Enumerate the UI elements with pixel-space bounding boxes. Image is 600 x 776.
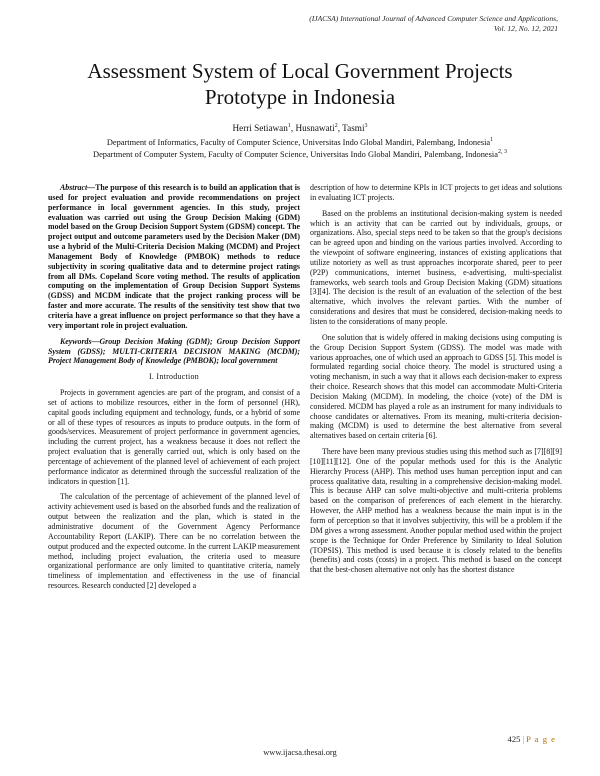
section-heading: I. Introduction [148, 372, 200, 382]
author-name: Tasmi [342, 123, 365, 133]
author-sup: 2 [334, 122, 338, 129]
body-paragraph: The calculation of the percentage of achievement of the planned level of activity achievement used is based on the absorbed funds and the realization of output between the realization and the plan, which is stated in the administrative document of the Government Agency Performance Accountability Report (LAKIP). There can be no correlation between the output produced and the expected outcome. In the current LAKIP measurement method, including project evaluation, the criteria used to measure organizational performance are only limited to quantitative criteria, namely timeliness of implementation and effectiveness in the use of financial resources. Research conducted [2] developed a [48, 492, 300, 591]
affiliation-text: Department of Computer System, Faculty of Computer Science, Universitas Indo Global Mandiri, Palembang, Indonesia [93, 149, 498, 159]
paper-title [40, 58, 560, 110]
body-paragraph: Based on the problems an institutional decision-making system is needed which is an activity that can be carried out by individuals, groups, or organizations. Also, special steps need to be taken so that the group's decisions can be agreed upon and binding on the various parties involved. According to the viewpoint of software engineering, instances of existing applications that utilize notoriety as well as trust approaches incorporate shared, peer to peer (P2P) communications, internet business, e-advertising, multi-specialist frameworks, web search tools and Group Decision Making (GDM) situations [3][4]. The decision is the result of an evaluation of the selection of the best alternative, which involves the relevant parties. With the number of considerations and desires that must be considered, decision-making needs to listen to the considerations of many people. [310, 208, 562, 326]
affiliation [14, 149, 586, 161]
journal-url[interactable]: www.ijacsa.thesai.org [263, 748, 337, 757]
keywords: Keywords—Group Decision Making (GDM); Group Decision Support System (GDSS); MULTI-CRITERIA DECISION MAKING (MCDM); Project Management Body of Knowledge (PMBOK); local government [48, 336, 300, 366]
abstract [48, 183, 300, 331]
author-name: Herri Setiawan [232, 123, 288, 133]
page-label: P a g e [526, 734, 556, 744]
author-sup: 3 [364, 122, 368, 129]
page-divider: | [522, 734, 525, 744]
left-column [48, 183, 300, 597]
right-column [310, 183, 562, 581]
title-line-1: Assessment System of Local Government Projects [87, 59, 513, 83]
journal-name: (IJACSA) International Journal of Advanced Computer Science and Applications, [309, 14, 558, 23]
abstract-text: The purpose of this research is to build an application that is used for project evaluation and provide recommendations on project performance in local government agencies. In this study, project evaluation was carried out using the Group Decision Making (GDM) model based on the Group Decision Support System (GDSM) concept. The project output and outcome parameters used by the Decision Maker (DM) use a hybrid of the Multi-Criteria Decision Making (MCDM) and Project Management Body of Knowledge (PMBOK) methods to reduce subjectivity in scoring qualitative data and to determine project ratings from all DMs. Copeland Score voting method. The results of application computing on the implementation of Group Decision Support Systems (GDSS) and MCDM indicate that the project ranking process will be faster and more accurate. The results of the sensitivity test show that two criteria have a great influence on project performance so that they have a very important role in project evaluation. [48, 183, 300, 330]
affiliations [14, 137, 586, 160]
title-line-2: Prototype in Indonesia [204, 85, 396, 109]
journal-volume: Vol. 12, No. 12, 2021 [493, 24, 558, 33]
author-name: Husnawati [295, 123, 335, 133]
affiliation-sup: 2, 3 [497, 148, 507, 155]
page-number-value: 425 [507, 734, 521, 744]
body-paragraph: Projects in government agencies are part of the program, and consist of a set of actions to mobilize resources, either in the form of personnel (HR), capital goods including equipment and technology, funds, or a hybrid of some or all of these types of resources as inputs to produce outputs. in the form of goods/services. Measurement of project performance in government agencies, including the current project, has a weakness because it does not reflect the project evaluation that is generally carried out, which is only based on the percentage of achievement of the planned level of achievement of each project performance indicator as determined through the successful realization of the indicators in question [1]. [48, 388, 300, 486]
journal-header [238, 14, 558, 34]
affiliation [14, 137, 586, 149]
affiliation-sup: 1 [490, 137, 494, 144]
abstract-label: Abstract— [60, 183, 96, 192]
author-list: Herri Setiawan$^1$, Husnawati$^2$, Tasmi$^3$ [232, 122, 368, 133]
body-paragraph: One solution that is widely offered in making decisions using computing is the Group Decision Support System (GDSS). The model was made with various approaches, one of which used an approach to GDSS [5]. This model is formulated regarding social choice theory. The model is structured using a voting mechanism, in such a way that it allows each decision-maker to express their choice. Research shows that this model can accommodate Multi-Criteria Decision Making (MCDM). In modeling, the choice (vote) of the DM is considered. MCDM has played a role as an instrument for many individuals to choose candidates or alternatives. From its meaning, multi-criteria decision-making (MCDM) is used to determine the best alternative from several alternatives based on certain criteria [6]. [310, 332, 562, 441]
author-sup: 1 [287, 122, 291, 129]
page-number [508, 734, 556, 744]
body-paragraph: description of how to determine KPIs in ICT projects to get ideas and solutions in evaluating ICT projects. [310, 183, 562, 202]
body-paragraph: There have been many previous studies using this method such as [7][8][9][10][11][12]. One of the popular methods used for this is the Analytic Hierarchy Process (AHP). This method uses human perception input and can process qualitative data, resulting in a comprehensive decision-making model. This is because AHP can solve multi-objective and multi-criteria problems based on the comparison of preferences of each element in the hierarchy. However, the AHP method has a weakness because the main input is in the form of perception so that it involves subjectivity, this will be a problem if the DM gives a wrong assessment. Another popular method used within the project scope is the Technique for Order Preference by Similarity to Ideal Solution (TOPSIS). This method is used because it is closely related to the benefits (benefits) and costs (costs) in a project. This method is based on the concept that the best-chosen alternative not only has the shortest distance [310, 447, 562, 575]
affiliation-text: Department of Informatics, Faculty of Computer Science, Universitas Indo Global Mandiri, Palembang, Indonesia [106, 138, 491, 147]
